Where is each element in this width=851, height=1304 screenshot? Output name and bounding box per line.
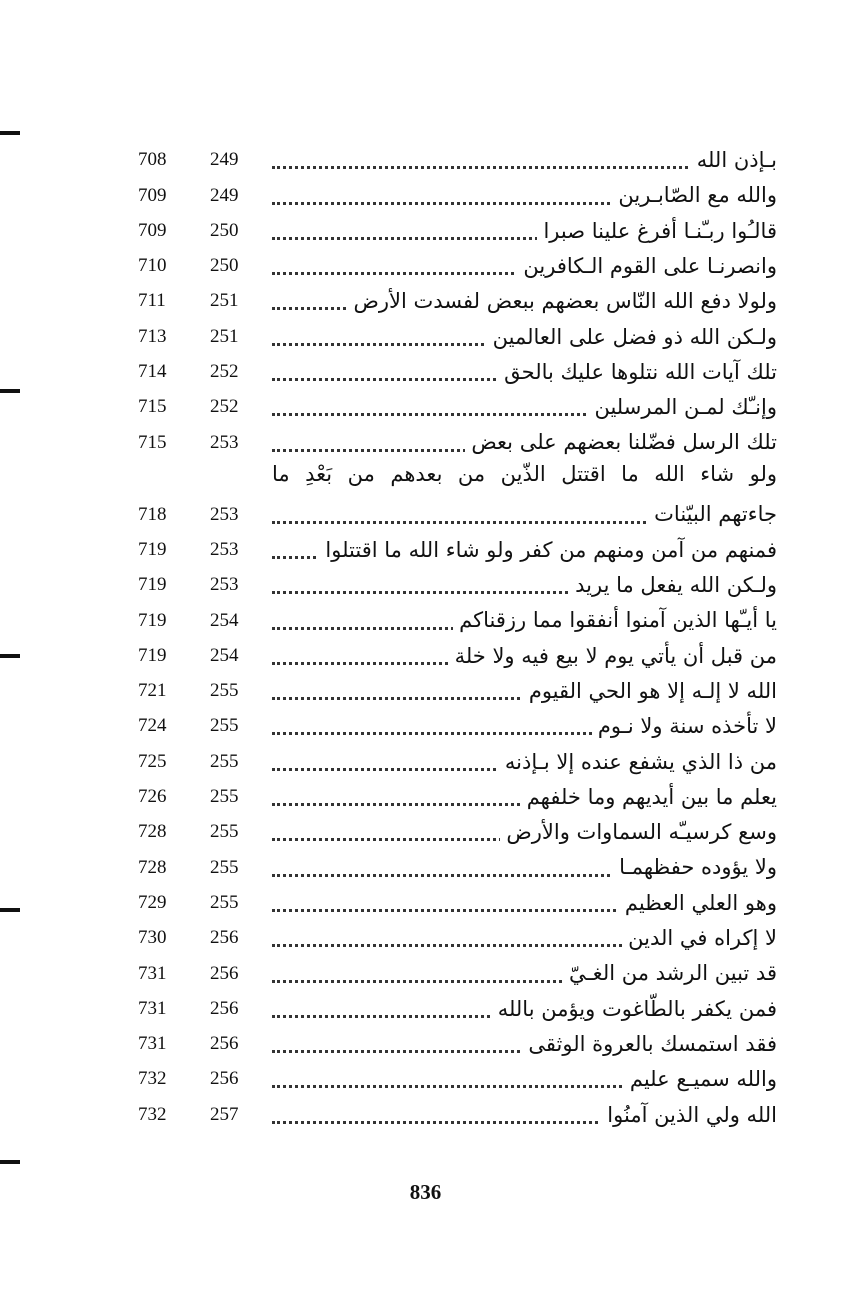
entry-text: تلك الرسل فضّلنا بعضهم على بعض [465,430,777,455]
entry-text: ولا يؤوده حفظهمـا [613,855,777,880]
index-row [0,422,851,457]
page-ref: 728 [138,821,167,843]
verse-ref: 251 [210,290,239,312]
page-ref: 732 [138,1103,167,1125]
entry-text: ولـكن الله ذو فضل على العالمين [487,325,777,350]
entry-text: قالـُوا ربـّنـا أفرغ علينا صبرا [537,219,777,244]
page-number: 836 [409,1180,442,1204]
page-ref: 731 [138,1033,167,1055]
index-row [0,246,851,281]
verse-ref: 255 [210,750,239,772]
verse-ref: 254 [210,609,239,631]
page-ref: 732 [138,1068,167,1090]
index-row [0,847,851,882]
page-ref: 725 [138,750,167,772]
index-row [0,316,851,351]
entry-text: وسع كرسيـّه السماوات والأرض [500,820,777,845]
verse-ref: 257 [210,1103,239,1125]
page-ref: 724 [138,715,167,737]
verse-ref: 256 [210,962,239,984]
verse-ref: 255 [210,856,239,878]
page-ref: 710 [138,255,167,277]
index-row [0,918,851,953]
index-row [0,352,851,387]
index-row [0,1024,851,1059]
verse-ref: 255 [210,786,239,808]
entry-text: وانصرنـا على القوم الـكافرين [517,254,777,279]
entry-text: وإنـّك لمـن المرسلين [588,395,777,420]
page-ref: 729 [138,891,167,913]
verse-ref: 252 [210,396,239,418]
verse-ref: 256 [210,1068,239,1090]
verse-ref: 256 [210,997,239,1019]
page-ref: 730 [138,927,167,949]
margin-mark [0,1160,20,1164]
verse-ref: 256 [210,927,239,949]
entry-text: يعلم ما بين أيديهم وما خلفهم [521,785,777,810]
page-ref: 728 [138,856,167,878]
index-row [0,777,851,812]
entry-text: من ذا الذي يشفع عنده إلا بـإذنه [499,750,777,775]
entry-text: يا أيـّها الذين آمنوا أنفقوا مما رزقناكم [453,608,777,633]
index-row [0,1094,851,1129]
page-ref: 731 [138,962,167,984]
entry-text: جاءتهم البيّنات [648,502,777,527]
entry-text: والله مع الصّابـرين [612,183,777,208]
verse-ref: 253 [210,574,239,596]
page-ref: 719 [138,644,167,666]
page-ref: 714 [138,361,167,383]
entry-text: والله سميـع عليم [624,1067,777,1092]
index-row [0,175,851,210]
page-ref: 726 [138,786,167,808]
entry-text: الله ولي الذين آمنُوا [601,1103,777,1128]
index-row [0,883,851,918]
verse-ref: 255 [210,821,239,843]
entry-text-line: ولو شاء الله ما اقتتل الذّين من بعدهم من بَعْدِ ما [272,461,777,486]
margin-mark [0,131,20,135]
page-ref: 715 [138,431,167,453]
verse-index-list [0,140,851,1130]
index-row [0,1059,851,1094]
entry-text: فمن يكفر بالطّاغوت ويؤمن بالله [492,997,777,1022]
page-ref: 719 [138,538,167,560]
index-row [0,530,851,565]
index-row [0,600,851,635]
entry-text: قد تبين الرشد من الغـيّ [563,961,777,986]
verse-ref: 249 [210,184,239,206]
page-ref: 711 [138,290,166,312]
page-ref: 718 [138,503,167,525]
entry-text: ولولا دفع الله النّاس بعضهم ببعض لفسدت الأرض [348,289,777,314]
entry-text: لا إكراه في الدين [622,926,777,951]
index-row [0,387,851,422]
entry-text: ولـكن الله يفعل ما يريد [569,573,777,598]
index-row [0,458,851,530]
index-row [0,953,851,988]
entry-text: لا تأخذه سنة ولا نـوم [592,714,777,739]
page-ref: 731 [138,997,167,1019]
page-ref: 715 [138,396,167,418]
verse-ref: 254 [210,644,239,666]
entry-text: وهو العلي العظيم [619,891,777,916]
entry-text: تلك آيات الله نتلوها عليك بالحق [498,360,777,385]
verse-ref: 253 [210,431,239,453]
verse-ref: 253 [210,538,239,560]
page-ref: 713 [138,325,167,347]
page-ref: 708 [138,149,167,171]
index-row [0,989,851,1024]
index-row [0,706,851,741]
verse-ref: 255 [210,891,239,913]
verse-ref: 252 [210,361,239,383]
page-ref: 709 [138,184,167,206]
verse-ref: 251 [210,325,239,347]
verse-ref: 255 [210,715,239,737]
page-ref: 719 [138,609,167,631]
index-row [0,211,851,246]
verse-ref: 256 [210,1033,239,1055]
verse-ref: 249 [210,149,239,171]
index-row [0,565,851,600]
page-ref: 709 [138,219,167,241]
entry-text: من قبل أن يأتي يوم لا بيع فيه ولا خلة [449,644,777,669]
entry-text: بـإذن الله [691,148,777,173]
page-ref: 721 [138,680,167,702]
index-row [0,812,851,847]
index-row [0,140,851,175]
verse-ref: 250 [210,255,239,277]
verse-ref: 255 [210,680,239,702]
index-row [0,281,851,316]
index-row [0,741,851,776]
verse-ref: 253 [210,503,239,525]
entry-text: فقد استمسك بالعروة الوثقى [522,1032,777,1057]
index-row [0,671,851,706]
index-row [0,636,851,671]
page-ref: 719 [138,574,167,596]
verse-ref: 250 [210,219,239,241]
entry-text: الله لا إلـه إلا هو الحي القيوم [523,679,777,704]
entry-text: فمنهم من آمن ومنهم من كفر ولو شاء الله ما اقتتلوا [319,538,777,563]
